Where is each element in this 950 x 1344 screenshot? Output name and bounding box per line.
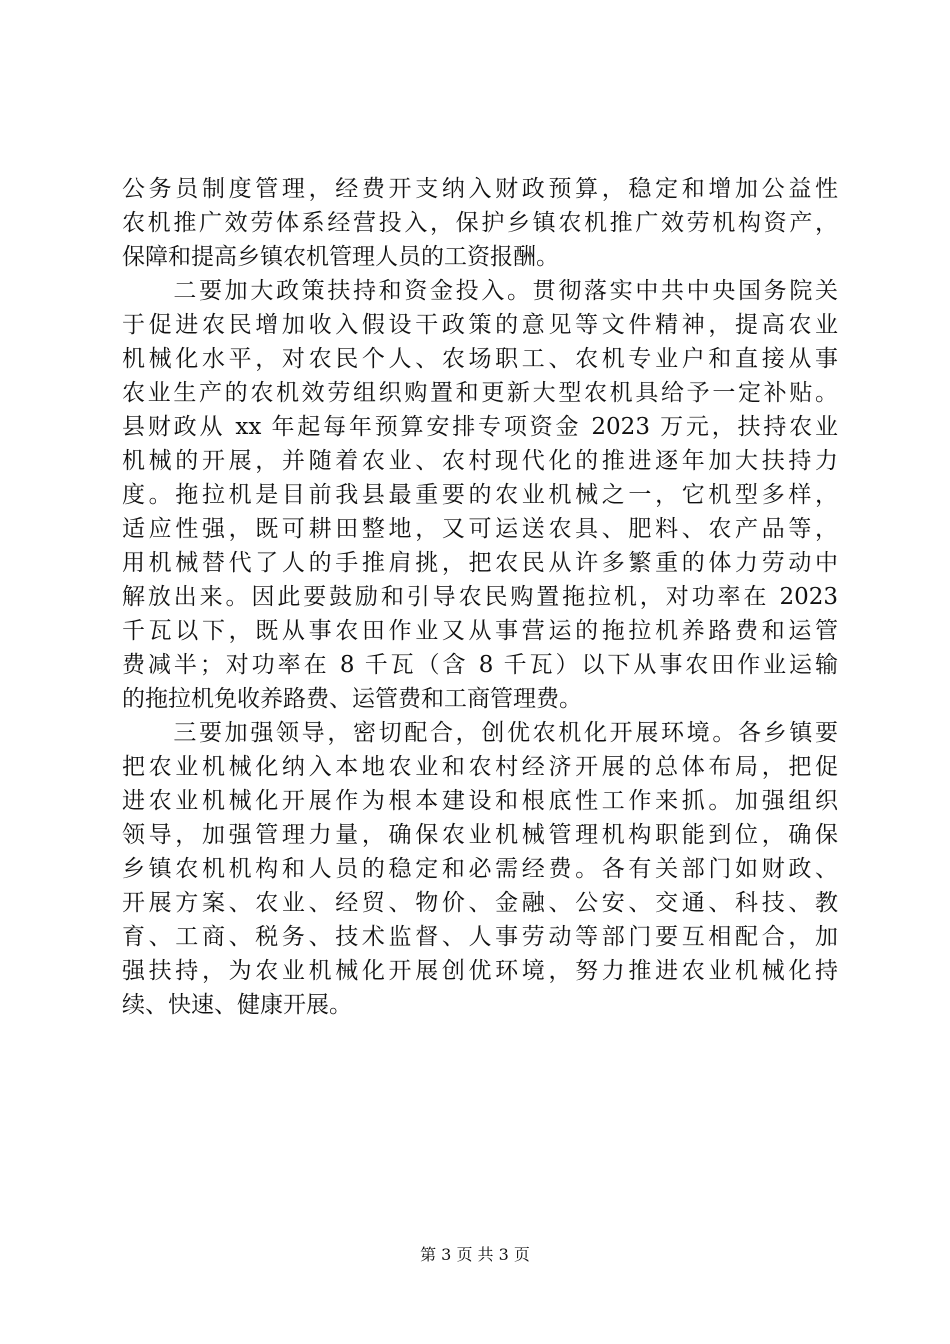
text-line: 把农业机械化纳入本地农业和农村经济开展的总体布局，把促: [122, 754, 838, 780]
text-line: 公务员制度管理，经费开支纳入财政预算，稳定和增加公益性: [122, 176, 838, 202]
text-line: 机械化水平，对农民个人、农场职工、农机专业户和直接从事: [122, 346, 838, 372]
text-line: 千瓦以下，既从事农田作业又从事营运的拖拉机养路费和运管: [122, 618, 838, 644]
text-line: 续、快速、健康开展。: [122, 992, 352, 1018]
text-line: 费减半；对功率在 8 千瓦（含 8 千瓦）以下从事农田作业运输: [122, 652, 838, 678]
text-line: 进农业机械化开展作为根本建设和根底性工作来抓。加强组织: [122, 788, 838, 814]
text-line: 农业生产的农机效劳组织购置和更新大型农机具给予一定补贴。: [122, 380, 838, 406]
text-line: 用机械替代了人的手推肩挑，把农民从许多繁重的体力劳动中: [122, 550, 838, 576]
text-line: 于促进农民增加收入假设干政策的意见等文件精神，提高农业: [122, 312, 838, 338]
text-line: 乡镇农机机构和人员的稳定和必需经费。各有关部门如财政、: [122, 856, 838, 882]
text-line: 解放出来。因此要鼓励和引导农民购置拖拉机，对功率在 2023: [122, 584, 838, 610]
text-line: 育、工商、税务、技术监督、人事劳动等部门要互相配合，加: [122, 924, 838, 950]
text-line: 农机推广效劳体系经营投入，保护乡镇农机推广效劳机构资产，: [122, 210, 838, 236]
text-line: 度。拖拉机是目前我县最重要的农业机械之一，它机型多样，: [122, 482, 838, 508]
text-line: 领导，加强管理力量，确保农业机械管理机构职能到位，确保: [122, 822, 838, 848]
text-line: 县财政从 xx 年起每年预算安排专项资金 2023 万元，扶持农业: [122, 414, 838, 440]
page-number-footer: 第 3 页 共 3 页: [420, 1245, 530, 1264]
text-line: 强扶持，为农业机械化开展创优环境，努力推进农业机械化持: [122, 958, 838, 984]
text-line: 三要加强领导，密切配合，创优农机化开展环境。各乡镇要: [122, 720, 838, 746]
document-body: [122, 172, 838, 1022]
text-line: 保障和提高乡镇农机管理人员的工资报酬。: [122, 244, 559, 270]
text-line: 机械的开展，并随着农业、农村现代化的推进逐年加大扶持力: [122, 448, 838, 474]
text-line: 适应性强，既可耕田整地，又可运送农具、肥料、农产品等，: [122, 516, 838, 542]
text-line: 开展方案、农业、经贸、物价、金融、公安、交通、科技、教: [122, 890, 838, 916]
text-line: 的拖拉机免收养路费、运管费和工商管理费。: [122, 686, 582, 712]
text-line: 二要加大政策扶持和资金投入。贯彻落实中共中央国务院关: [122, 278, 838, 304]
